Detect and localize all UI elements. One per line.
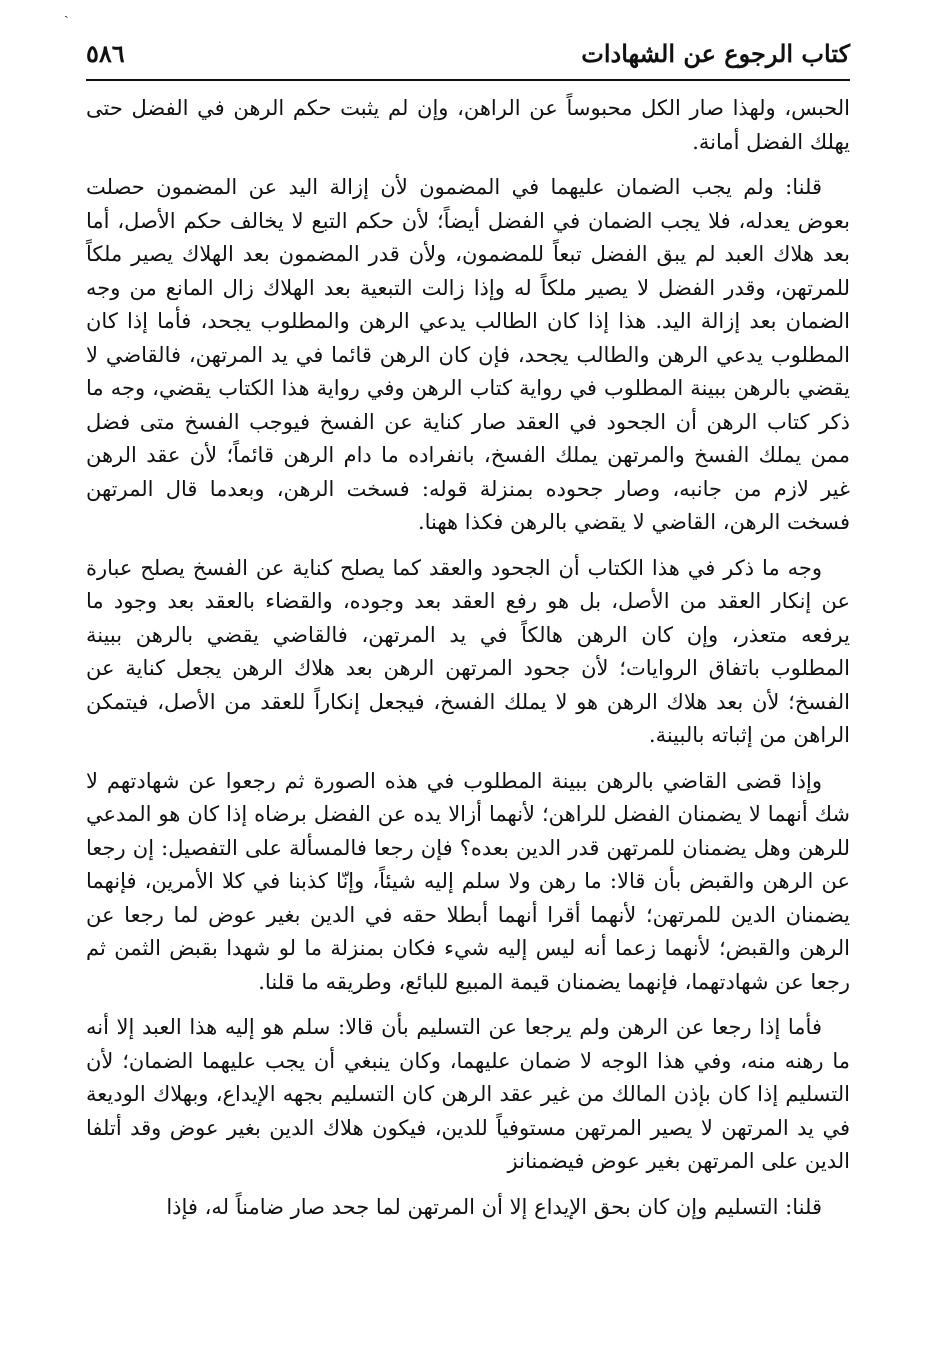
page-header (86, 34, 850, 74)
page-number: ٥٨٦ (86, 39, 125, 68)
paragraph-2: قلنا: ولم يجب الضمان عليهما في المضمون لأن إزالة اليد عن المضمون حصلت بعوض يعدله، فلا يجب الضمان في الفضل أيضاً؛ لأن حكم التبع لا يخالف حكم الأصل، أما بعد هلاك العبد لم يبق الفضل تبعاً للمضمون، ولأن قدر المضمون بعد الهلاك يصير ملكاً للمرتهن، وقدر الفضل لا يصير ملكاً له وإذا زالت التبعية بعد الهلاك زال المانع من وجه الضمان بعد إزالة اليد. هذا إذا كان الطالب يدعي الرهن والمطلوب يجحد، فأما إذا كان المطلوب يدعي الرهن والطالب يجحد، فإن كان الرهن قائما في يد المرتهن، فالقاضي لا يقضي بالرهن ببينة المطلوب في رواية كتاب الرهن وفي رواية هذا الكتاب يقضي، وجه ما ذكر كتاب الرهن أن الجحود في العقد صار كناية عن الفسخ فيوجب الفسخ متى فضل ممن يملك الفسخ والمرتهن يملك الفسخ، بانفراده ما دام الرهن قائماً؛ لأن عقد الرهن غير لازم من جانبه، وصار جحوده بمنزلة قوله: فسخت الرهن، وبعدما قال المرتهن فسخت الرهن، القاضي لا يقضي بالرهن فكذا ههنا. (86, 175, 850, 534)
chapter-title: كتاب الرجوع عن الشهادات (581, 39, 850, 68)
paragraph-5: فأما إذا رجعا عن الرهن ولم يرجعا عن التسليم بأن قالا: سلم هو إليه هذا العبد إلا أنه ما رهنه منه، وفي هذا الوجه لا ضمان عليهما، وكان ينبغي أن يجب عليهما الضمان؛ لأن التسليم إذا كان بإذن المالك من غير عقد الرهن كان التسليم بجهه الإيداع، وبهلاك الوديعة في يد المرتهن لا يصير المرتهن مستوفياً للدين، فيكون هلاك الدين بغير عوض وقد أتلفا الدين على المرتهن بغير عوض فيضمنانز (86, 1015, 850, 1173)
paragraph-6: قلنا: التسليم وإن كان بحق الإيداع إلا أن المرتهن لما جحد صار ضامناً له، فإذا (166, 1194, 822, 1219)
paragraph-1: الحبس، ولهذا صار الكل محبوساً عن الراهن، وإن لم يثبت حكم الرهن في الفضل حتى يهلك الفضل أمانة. (86, 96, 850, 154)
body-text (86, 92, 850, 1236)
paragraph-3: وجه ما ذكر في هذا الكتاب أن الجحود والعقد كما يصلح كناية عن الفسخ يصلح عبارة عن إنكار العقد من الأصل، بل هو رفع العقد بعد وجوده، والقضاء بالعقد بعد وجود ما يرفعه متعذر، وإن كان الرهن هالكاً في يد المرتهن، فالقاضي يقضي بالرهن ببينة المطلوب باتفاق الروايات؛ لأن جحود المرتهن الرهن بعد هلاك الرهن يجعل كناية عن الفسخ؛ لأن بعد هلاك الرهن هو لا يملك الفسخ، فيجعل إنكاراً للعقد من الأصل، فيتمكن الراهن من إثباته بالبينة. (86, 555, 850, 747)
paragraph-4: وإذا قضى القاضي بالرهن ببينة المطلوب في هذه الصورة ثم رجعوا عن شهادتهم لا شك أنهما لا يضمنان الفضل للراهن؛ لأنهما أزالا يده عن الفضل برضاه إذا كان هو المدعي للرهن وهل يضمنان للمرتهن قدر الدين بعده؟ فإن رجعا فالمسألة على التفصيل: إن رجعا عن الرهن والقبض بأن قالا: ما رهن ولا سلم إليه شيئاً، وإنّا كذبنا في كلا الأمرين، فإنهما يضمنان الدين للمرتهن؛ لأنهما أقرا أنهما أبطلا حقه في الدين بغير عوض لما رجعا عن الرهن والقبض؛ لأنهما زعما أنه ليس إليه شيء فكان بمنزلة ما لو شهدا بقبض الثمن ثم رجعا عن شهادتهما، فإنهما يضمنان قيمة المبيع للبائع، وطريقه ما قلنا. (86, 768, 850, 994)
header-divider (86, 79, 850, 81)
corner-mark: ˎ (64, 3, 69, 19)
